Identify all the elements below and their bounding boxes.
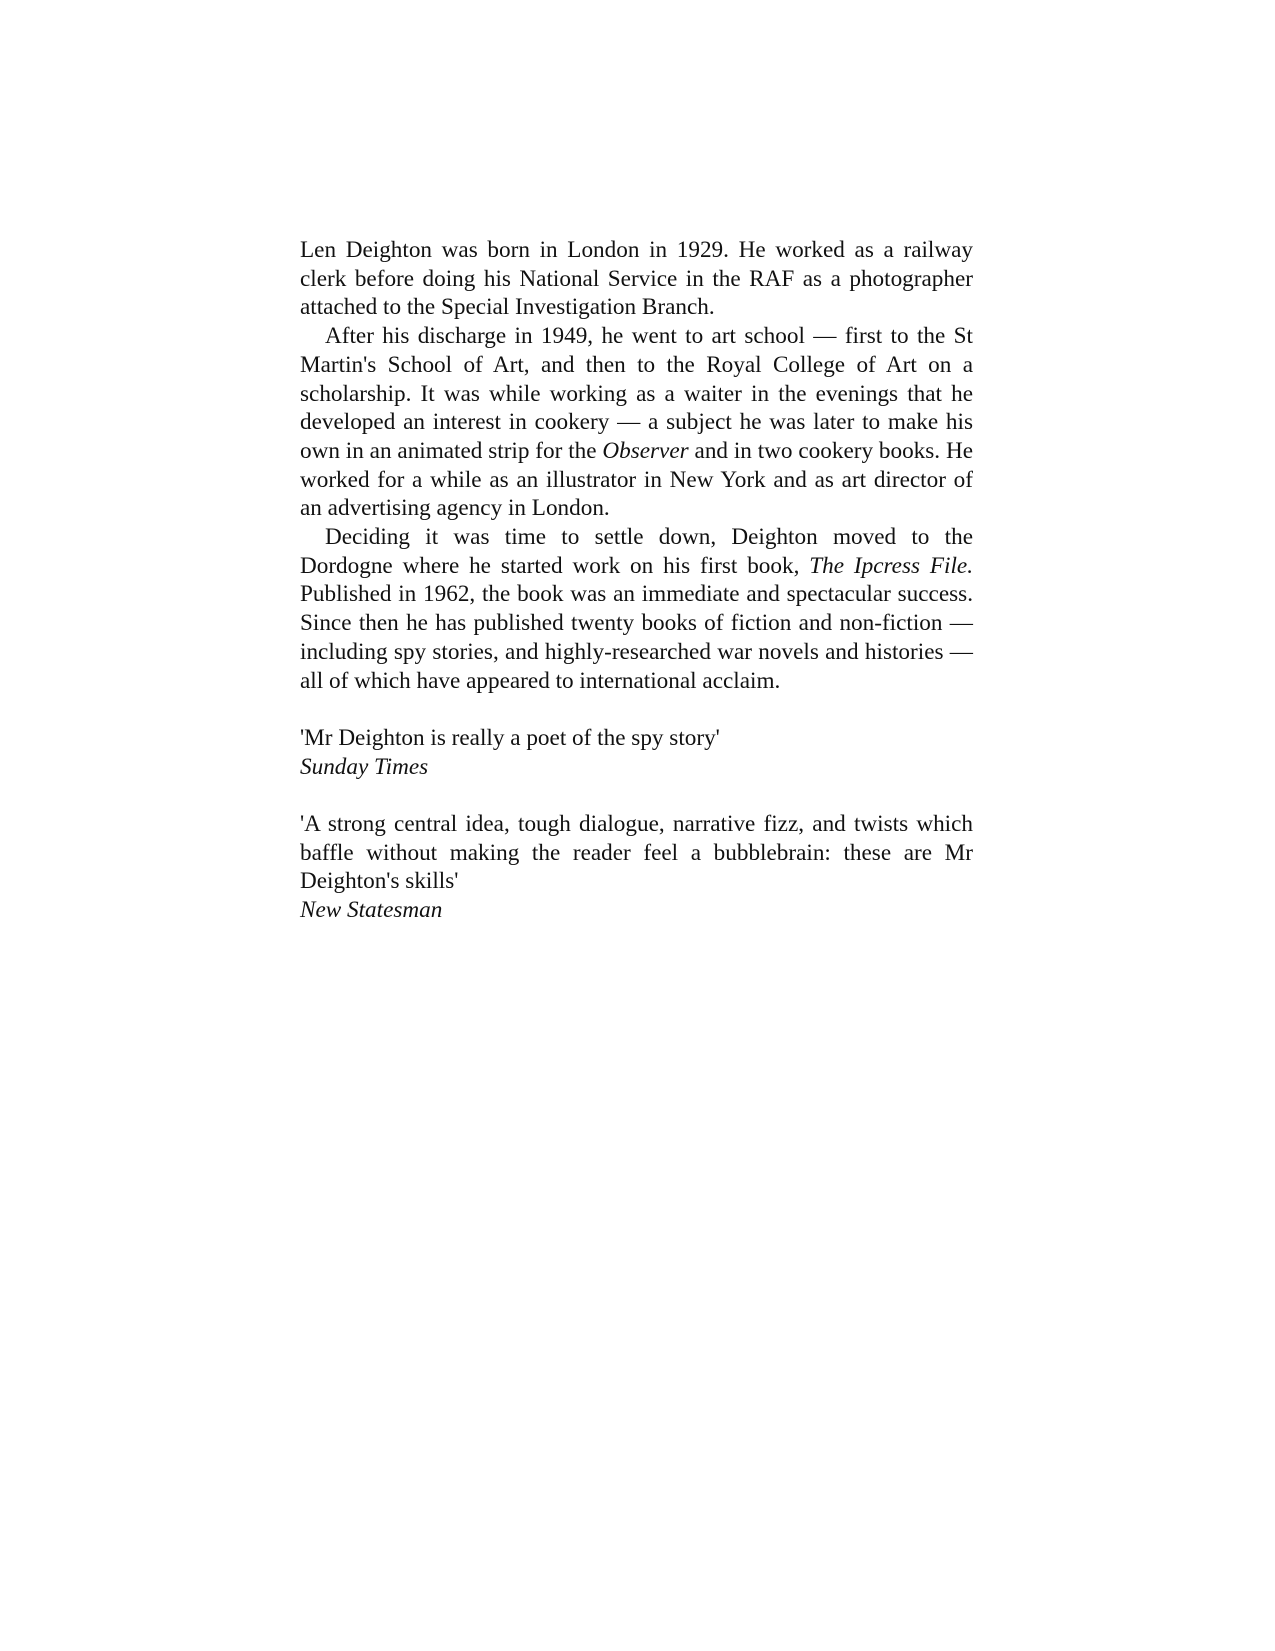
quote-source: New Statesman bbox=[300, 897, 443, 924]
bio-paragraph-3 bbox=[300, 523, 973, 695]
review-quote-2 bbox=[300, 810, 973, 925]
document-page bbox=[300, 236, 973, 925]
publication-title-observer: Observer bbox=[602, 437, 689, 464]
bio-paragraph-3-text-a: Deciding it was time to settle down, Deighton moved to the Dordogne where he started work on his first book, bbox=[300, 524, 973, 579]
book-title-ipcress-file: The Ipcress File. bbox=[809, 552, 973, 579]
quote-text: 'A strong central idea, tough dialogue, narrative fizz, and twists which baffle without making the reader feel a bubblebrain: these are Mr Deighton's skills' bbox=[300, 811, 973, 895]
bio-paragraph-2 bbox=[300, 322, 973, 523]
bio-paragraph-3-text-b: Published in 1962, the book was an immediate and spectacular success. Since then he has published twenty books of fiction and non-fiction — including spy stories, and highly-researched war novels and histories — all of which have appeared to international acclaim. bbox=[300, 581, 973, 694]
quote-source: Sunday Times bbox=[300, 753, 429, 780]
bio-paragraph-2-text-b: and in two cookery books. He worked for a while as an illustrator in New York and as art director of an advertising agency in London. bbox=[300, 437, 973, 522]
bio-paragraph-1: Len Deighton was born in London in 1929. He worked as a railway clerk before doing his National Service in the RAF as a photographer attached to the Special Investigation Branch. bbox=[300, 237, 973, 321]
review-quote-1 bbox=[300, 724, 973, 781]
quote-text: 'Mr Deighton is really a poet of the spy story' bbox=[300, 724, 720, 751]
bio-paragraph-2-text-a: After his discharge in 1949, he went to art school — first to the St Martin's School of Art, and then to the Royal College of Art on a scholarship. It was while working as a waiter in the evenings that he developed an interest in cookery — a subject he was later to make his own in an animated strip for the bbox=[300, 323, 973, 464]
